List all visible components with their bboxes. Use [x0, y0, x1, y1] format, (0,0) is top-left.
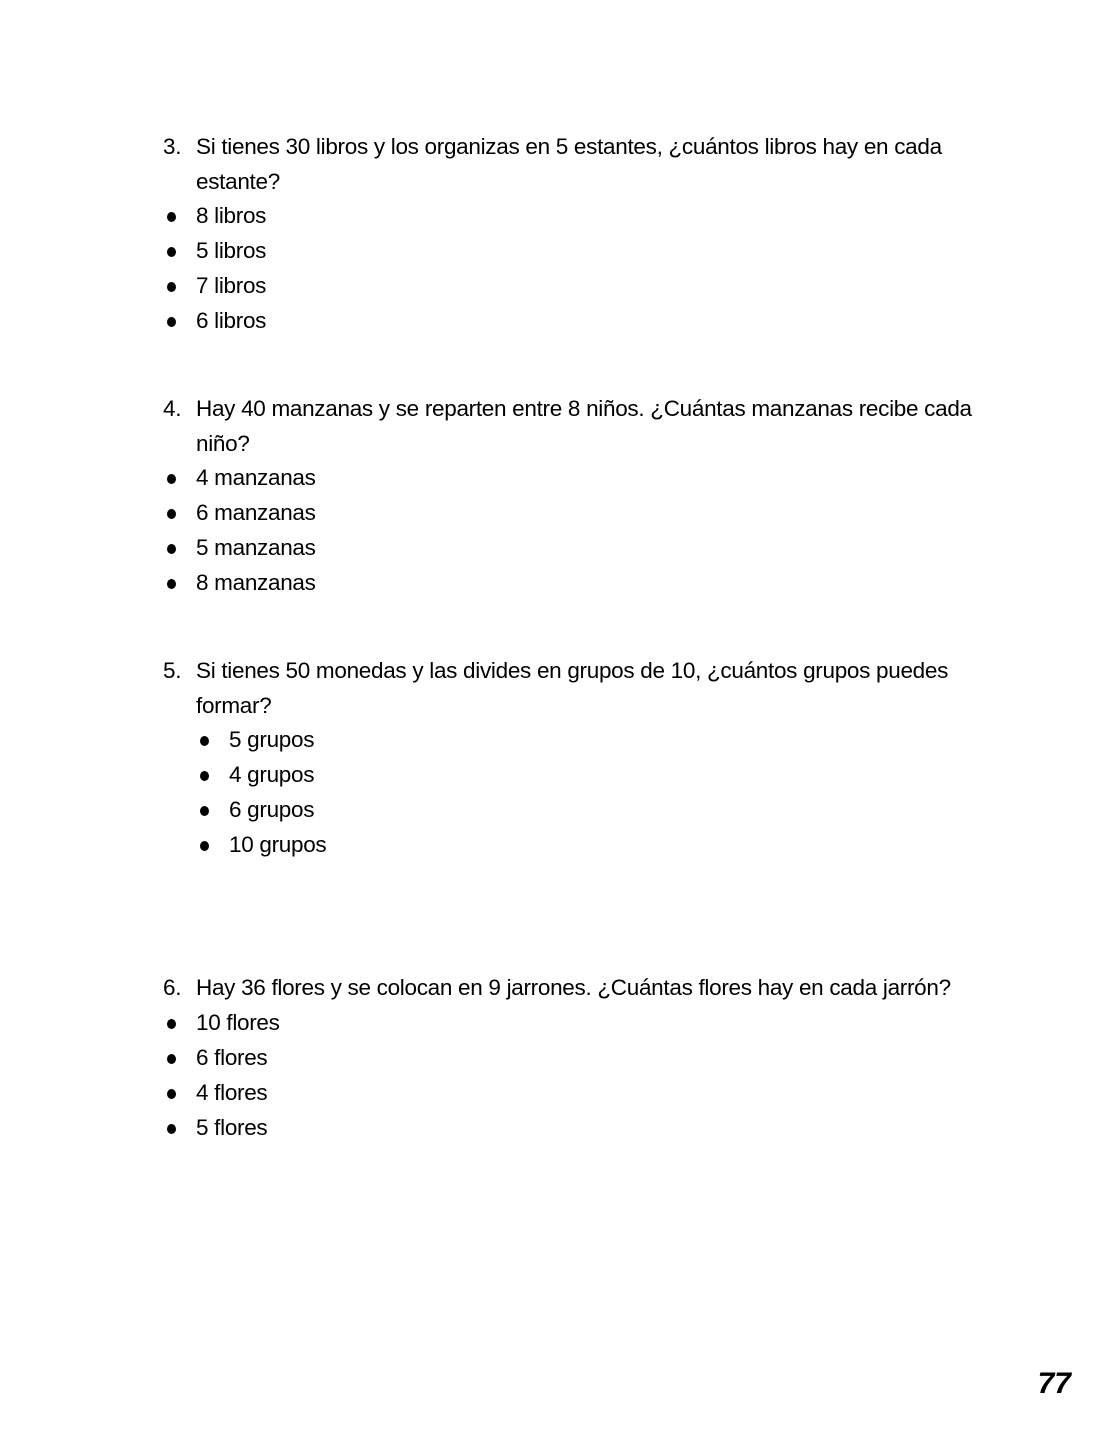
option: 5 manzanas — [163, 531, 1003, 566]
bullet-icon — [167, 544, 176, 554]
question-text: 6. Hay 36 flores y se colocan en 9 jarrones. ¿Cuántas flores hay en cada jarrón? — [163, 971, 1003, 1006]
question-4 — [163, 392, 1003, 601]
bullet-icon — [167, 1089, 176, 1099]
options-list — [163, 461, 1003, 601]
bullet-icon — [200, 771, 209, 781]
bullet-icon — [200, 806, 209, 816]
question-3 — [163, 130, 1003, 339]
option: 8 libros — [163, 199, 1003, 234]
options-list — [163, 199, 1003, 339]
option: 5 libros — [163, 234, 1003, 269]
bullet-icon — [200, 736, 209, 746]
question-number: 4. — [163, 396, 182, 421]
option: 5 grupos — [163, 723, 1003, 758]
question-text: 5. Si tienes 50 monedas y las divides en grupos de 10, ¿cuántos grupos puedes formar? — [163, 654, 1003, 723]
question-text: 3. Si tienes 30 libros y los organizas en 5 estantes, ¿cuántos libros hay en cada estante? — [163, 130, 1003, 199]
bullet-icon — [167, 509, 176, 519]
bullet-icon — [167, 282, 176, 292]
bullet-icon — [167, 474, 176, 484]
option: 6 manzanas — [163, 496, 1003, 531]
option: 4 flores — [163, 1076, 1003, 1111]
option: 5 flores — [163, 1111, 1003, 1146]
bullet-icon — [167, 1054, 176, 1064]
option: 10 grupos — [163, 828, 1003, 863]
bullet-icon — [200, 841, 209, 851]
bullet-icon — [167, 1124, 176, 1134]
question-number: 3. — [163, 134, 182, 159]
question-number: 6. — [163, 975, 182, 1000]
bullet-icon — [167, 247, 176, 257]
option: 10 flores — [163, 1006, 1003, 1041]
question-number: 5. — [163, 658, 182, 683]
bullet-icon — [167, 317, 176, 327]
bullet-icon — [167, 579, 176, 589]
bullet-icon — [167, 1019, 176, 1029]
question-5 — [163, 654, 1003, 863]
option: 7 libros — [163, 269, 1003, 304]
options-list — [163, 723, 1003, 863]
option: 6 flores — [163, 1041, 1003, 1076]
bullet-icon — [167, 212, 176, 222]
option: 6 grupos — [163, 793, 1003, 828]
option: 6 libros — [163, 304, 1003, 339]
option: 8 manzanas — [163, 566, 1003, 601]
question-text: 4. Hay 40 manzanas y se reparten entre 8 niños. ¿Cuántas manzanas recibe cada niño? — [163, 392, 1003, 461]
question-6 — [163, 971, 1003, 1146]
page-number: 77 — [1037, 1367, 1071, 1400]
options-list — [163, 1006, 1003, 1146]
option: 4 manzanas — [163, 461, 1003, 496]
option: 4 grupos — [163, 758, 1003, 793]
